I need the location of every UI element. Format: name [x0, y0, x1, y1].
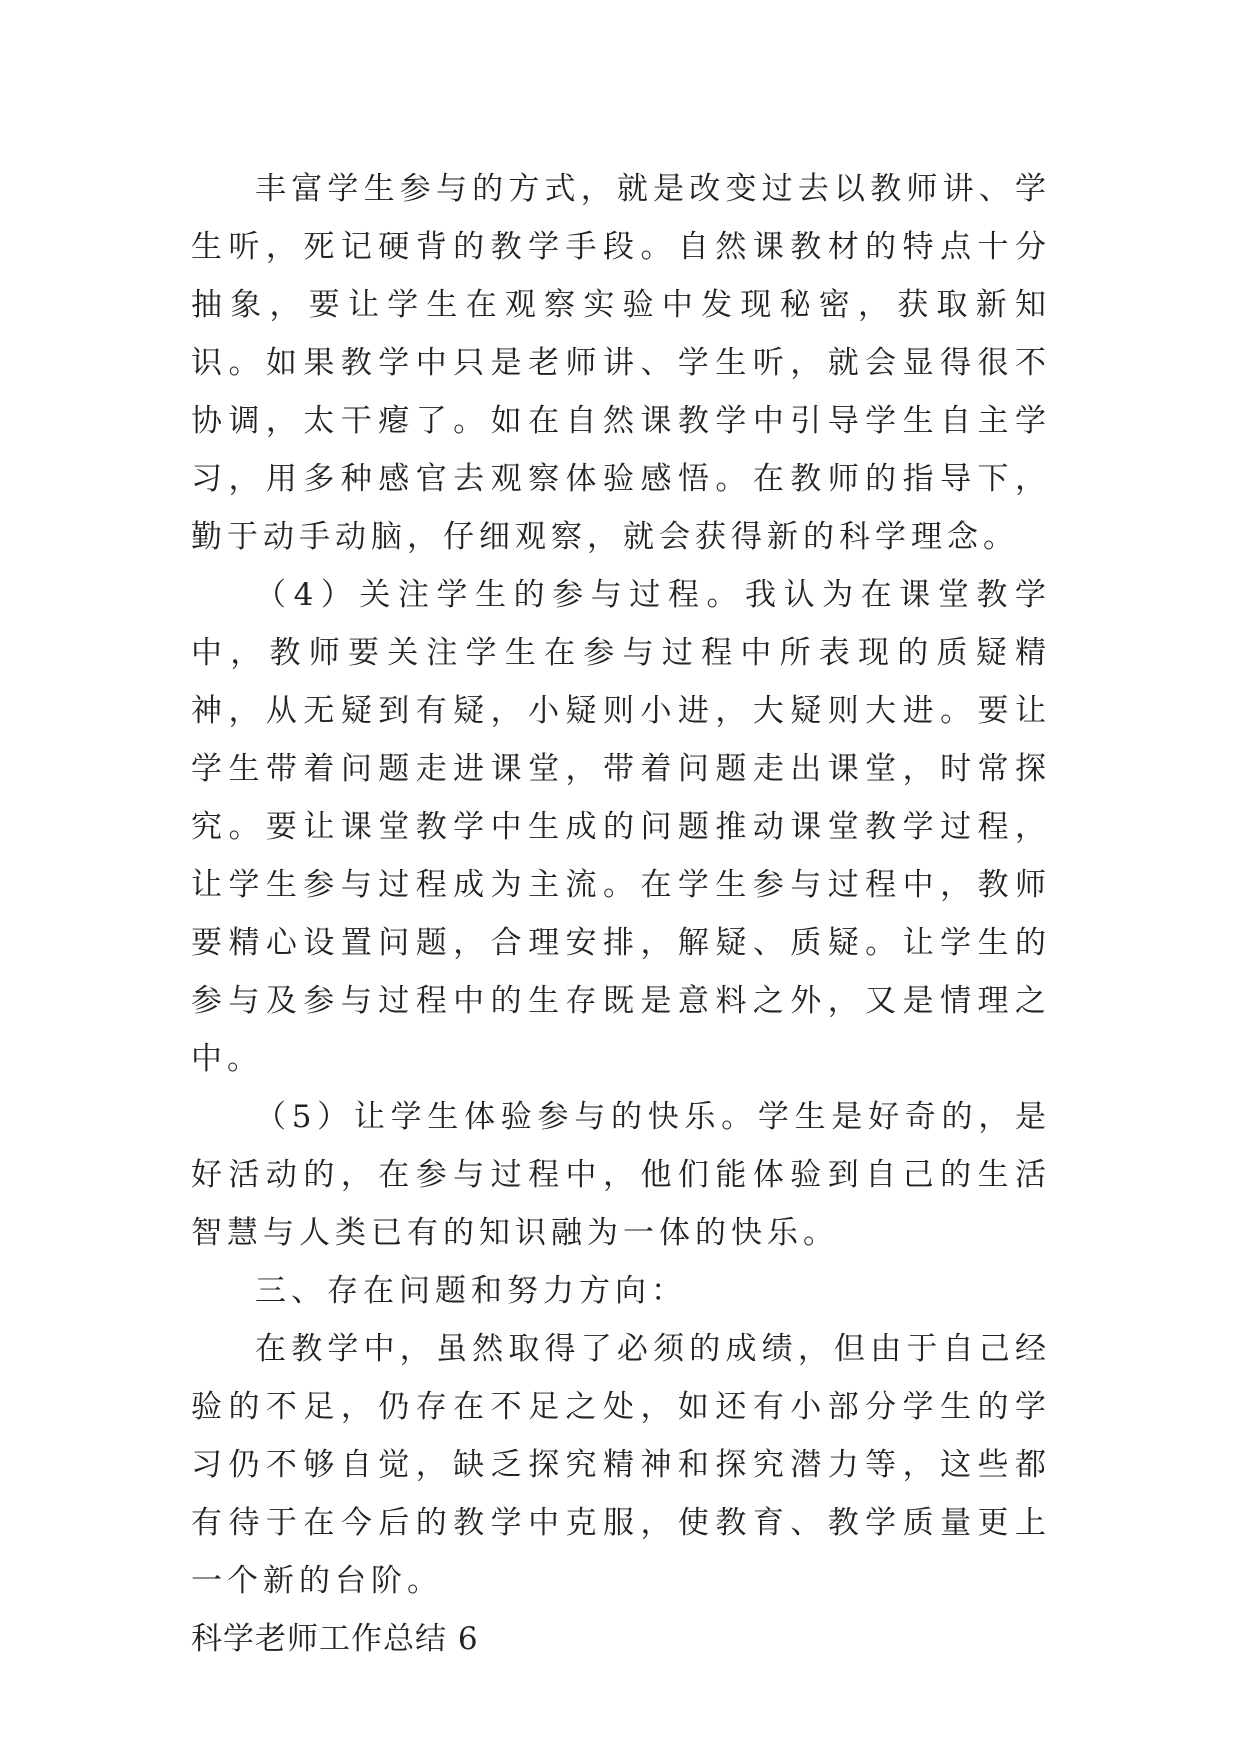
document-body [191, 160, 1051, 1668]
section-heading-problems: 三、存在问题和努力方向： [255, 1273, 687, 1309]
next-document-title: 科学老师工作总结 6 [191, 1621, 479, 1657]
paragraph-participation-process: （4）关注学生的参与过程。我认为在课堂教学中，教师要关注学生在参与过程中所表现的质疑精神，从无疑到有疑，小疑则小进，大疑则大进。要让学生带着问题走进课堂，带着问题走出课堂，时常探究。要让课堂教学中生成的问题推动课堂教学过程，让学生参与过程成为主流。在学生参与过程中，教师要精心设置问题，合理安排，解疑、质疑。让学生的参与及参与过程中的生存既是意料之外，又是情理之中。 [191, 577, 1051, 1077]
paragraph-participation-methods: 丰富学生参与的方式，就是改变过去以教师讲、学生听，死记硬背的教学手段。自然课教材的特点十分抽象，要让学生在观察实验中发现秘密，获取新知识。如果教学中只是老师讲、学生听，就会显得很不协调，太干瘪了。如在自然课教学中引导学生自主学习，用多种感官去观察体验感悟。在教师的指导下，勤于动手动脑，仔细观察，就会获得新的科学理念。 [191, 171, 1051, 555]
paragraph-participation-joy: （5）让学生体验参与的快乐。学生是好奇的，是好活动的，在参与过程中，他们能体验到自己的生活智慧与人类已有的知识融为一体的快乐。 [191, 1099, 1051, 1251]
paragraph-shortcomings: 在教学中，虽然取得了必须的成绩，但由于自己经验的不足，仍存在不足之处，如还有小部分学生的学习仍不够自觉，缺乏探究精神和探究潜力等，这些都有待于在今后的教学中克服，使教育、教学质量更上一个新的台阶。 [191, 1331, 1051, 1599]
